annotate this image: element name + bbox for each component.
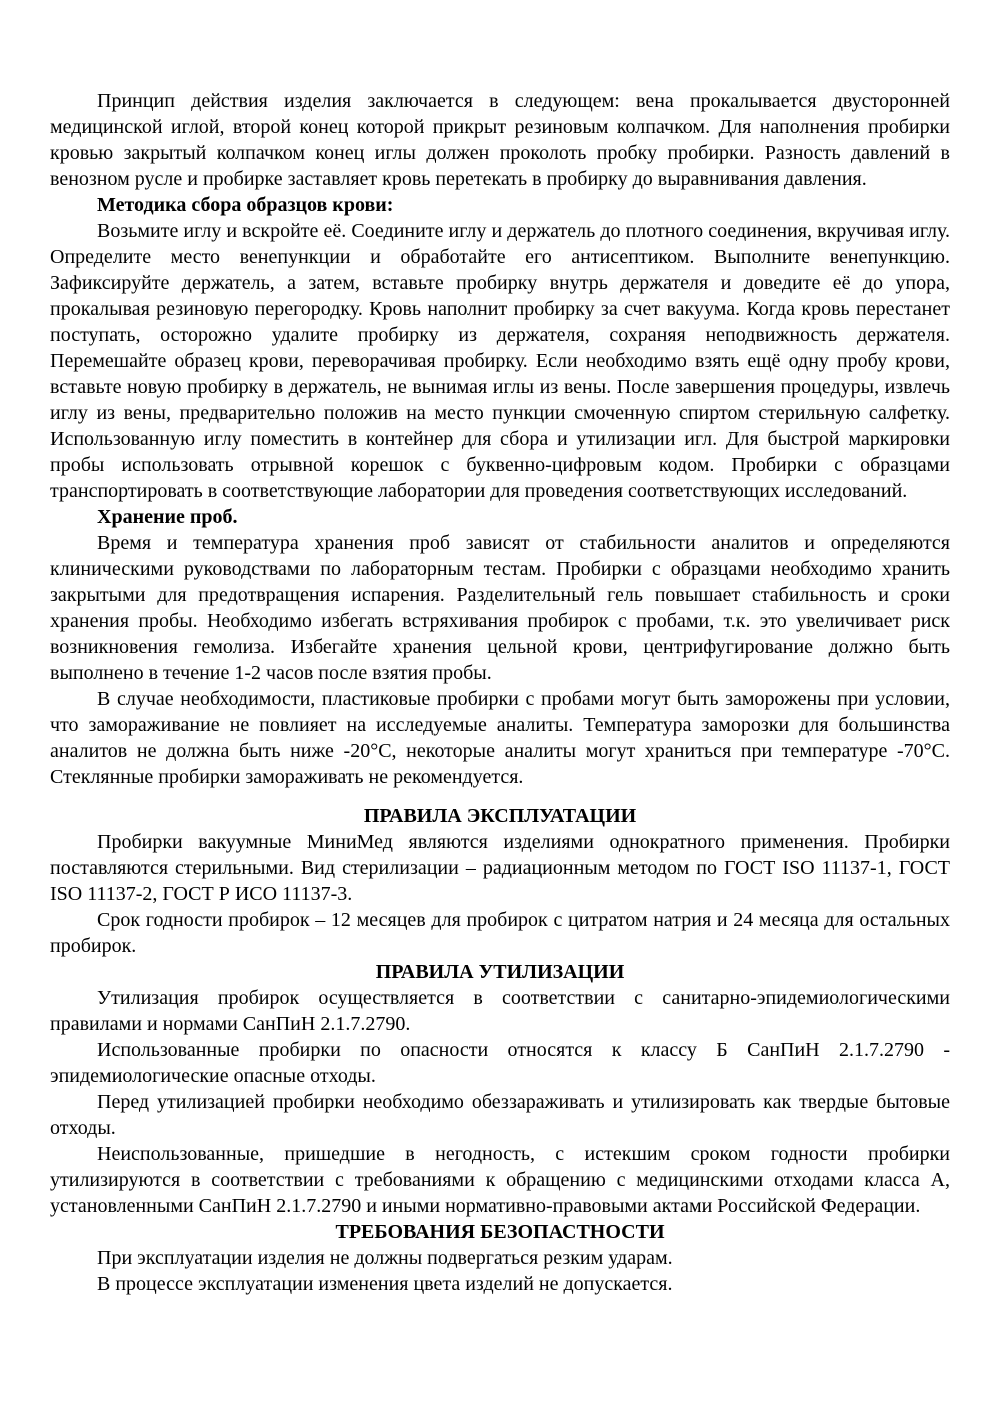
section-heading-disposal-rules: ПРАВИЛА УТИЛИЗАЦИИ [375, 961, 625, 983]
paragraph-storage-conditions: Время и температура хранения проб зависят от стабильности аналитов и определяются клиническими руководствами по лабораторным тестам. Пробирки с образцами необходимо хранить закрытыми для предотвращения испарения. Разделительный гель повышает стабильность и сроки хранения пробы. Необходимо избегать встряхивания пробирок с пробами, т.к. это увеличивает риск возникновения гемолиза. Избегайте хранения цельной крови, центрифугирование должно быть выполнено в течение 1-2 часов после взятия пробы. [50, 532, 950, 684]
paragraph-operating-principle: Принцип действия изделия заключается в следующем: вена прокалывается двусторонней медицинской иглой, второй конец которой прикрыт резиновым колпачком. Для наполнения пробирки кровью закрытый колпачком конец иглы должен проколоть пробку пробирки. Разность давлений в венозном русле и пробирке заставляет кровь перетекать в пробирку до выравнивания давления. [50, 90, 950, 190]
paragraph-shelf-life: Срок годности пробирок – 12 месяцев для пробирок с цитратом натрия и 24 месяца для остальных пробирок. [50, 909, 950, 957]
paragraph-disposal-sanpin: Утилизация пробирок осуществляется в соответствии с санитарно-эпидемиологическими правилами и нормами СанПиН 2.1.7.2790. [50, 987, 950, 1035]
paragraph-single-use-sterilization: Пробирки вакуумные МиниМед являются изделиями однократного применения. Пробирки поставляются стерильными. Вид стерилизации – радиационным методом по ГОСТ ISO 11137-1, ГОСТ ISO 11137-2, ГОСТ Р ИСО 11137-3. [50, 831, 950, 905]
paragraph-no-color-change: В процессе эксплуатации изменения цвета изделий не допускается. [97, 1273, 673, 1295]
section-heading-operation-rules: ПРАВИЛА ЭКСПЛУАТАЦИИ [363, 805, 637, 827]
paragraph-freezing-conditions: В случае необходимости, пластиковые пробирки с пробами могут быть заморожены при условии, что замораживание не повлияет на исследуемые аналиты. Температура заморозки для большинства аналитов не должна быть ниже -20°С, некоторые аналиты могут храниться при температуре -70°С. Стеклянные пробирки замораживать не рекомендуется. [50, 688, 950, 788]
paragraph-unused-tubes-disposal: Неиспользованные, пришедшие в негодность, с истекшим сроком годности пробирки утилизируются в соответствии с требованиями к обращению с медицинскими отходами класса А, установленными СанПиН 2.1.7.2790 и иными нормативно-правовыми актами Российской Федерации. [50, 1143, 950, 1217]
paragraph-no-sharp-impacts: При эксплуатации изделия не должны подвергаться резким ударам. [97, 1247, 673, 1269]
paragraph-disinfection-before-disposal: Перед утилизацией пробирки необходимо обеззараживать и утилизировать как твердые бытовые отходы. [50, 1091, 950, 1139]
paragraph-collection-procedure: Возьмите иглу и вскройте её. Соедините иглу и держатель до плотного соединения, вкручивая иглу. Определите место венепункции и обработайте его антисептиком. Выполните венепункцию. Зафиксируйте держатель, а затем, вставьте пробирку внутрь держателя и доведите её до упора, прокалывая резиновую перегородку. Кровь наполнит пробирку за счет вакуума. Когда кровь перестанет поступать, осторожно удалите пробирку из держателя, сохраняя неподвижность держателя. Перемешайте образец крови, переворачивая пробирку. Если необходимо взять ещё одну пробу крови, вставьте новую пробирку в держатель, не вынимая иглы из вены. После завершения процедуры, извлечь иглу из вены, предварительно положив на место пункции смоченную спиртом стерильную салфетку. Использованную иглу поместить в контейнер для сбора и утилизации игл. Для быстрой маркировки пробы использовать отрывной корешок с буквенно-цифровым кодом. Пробирки с образцами транспортировать в соответствующие лаборатории для проведения соответствующих исследований. [50, 220, 950, 502]
section-heading-safety-requirements: ТРЕБОВАНИЯ БЕЗОПАСТНОСТИ [335, 1221, 665, 1243]
paragraph-hazard-class-b: Использованные пробирки по опасности относятся к классу Б СанПиН 2.1.7.2790 - эпидемиологические опасные отходы. [50, 1039, 950, 1087]
subheading-blood-collection-method: Методика сбора образцов крови: [97, 194, 394, 216]
subheading-sample-storage: Хранение проб. [97, 506, 238, 528]
